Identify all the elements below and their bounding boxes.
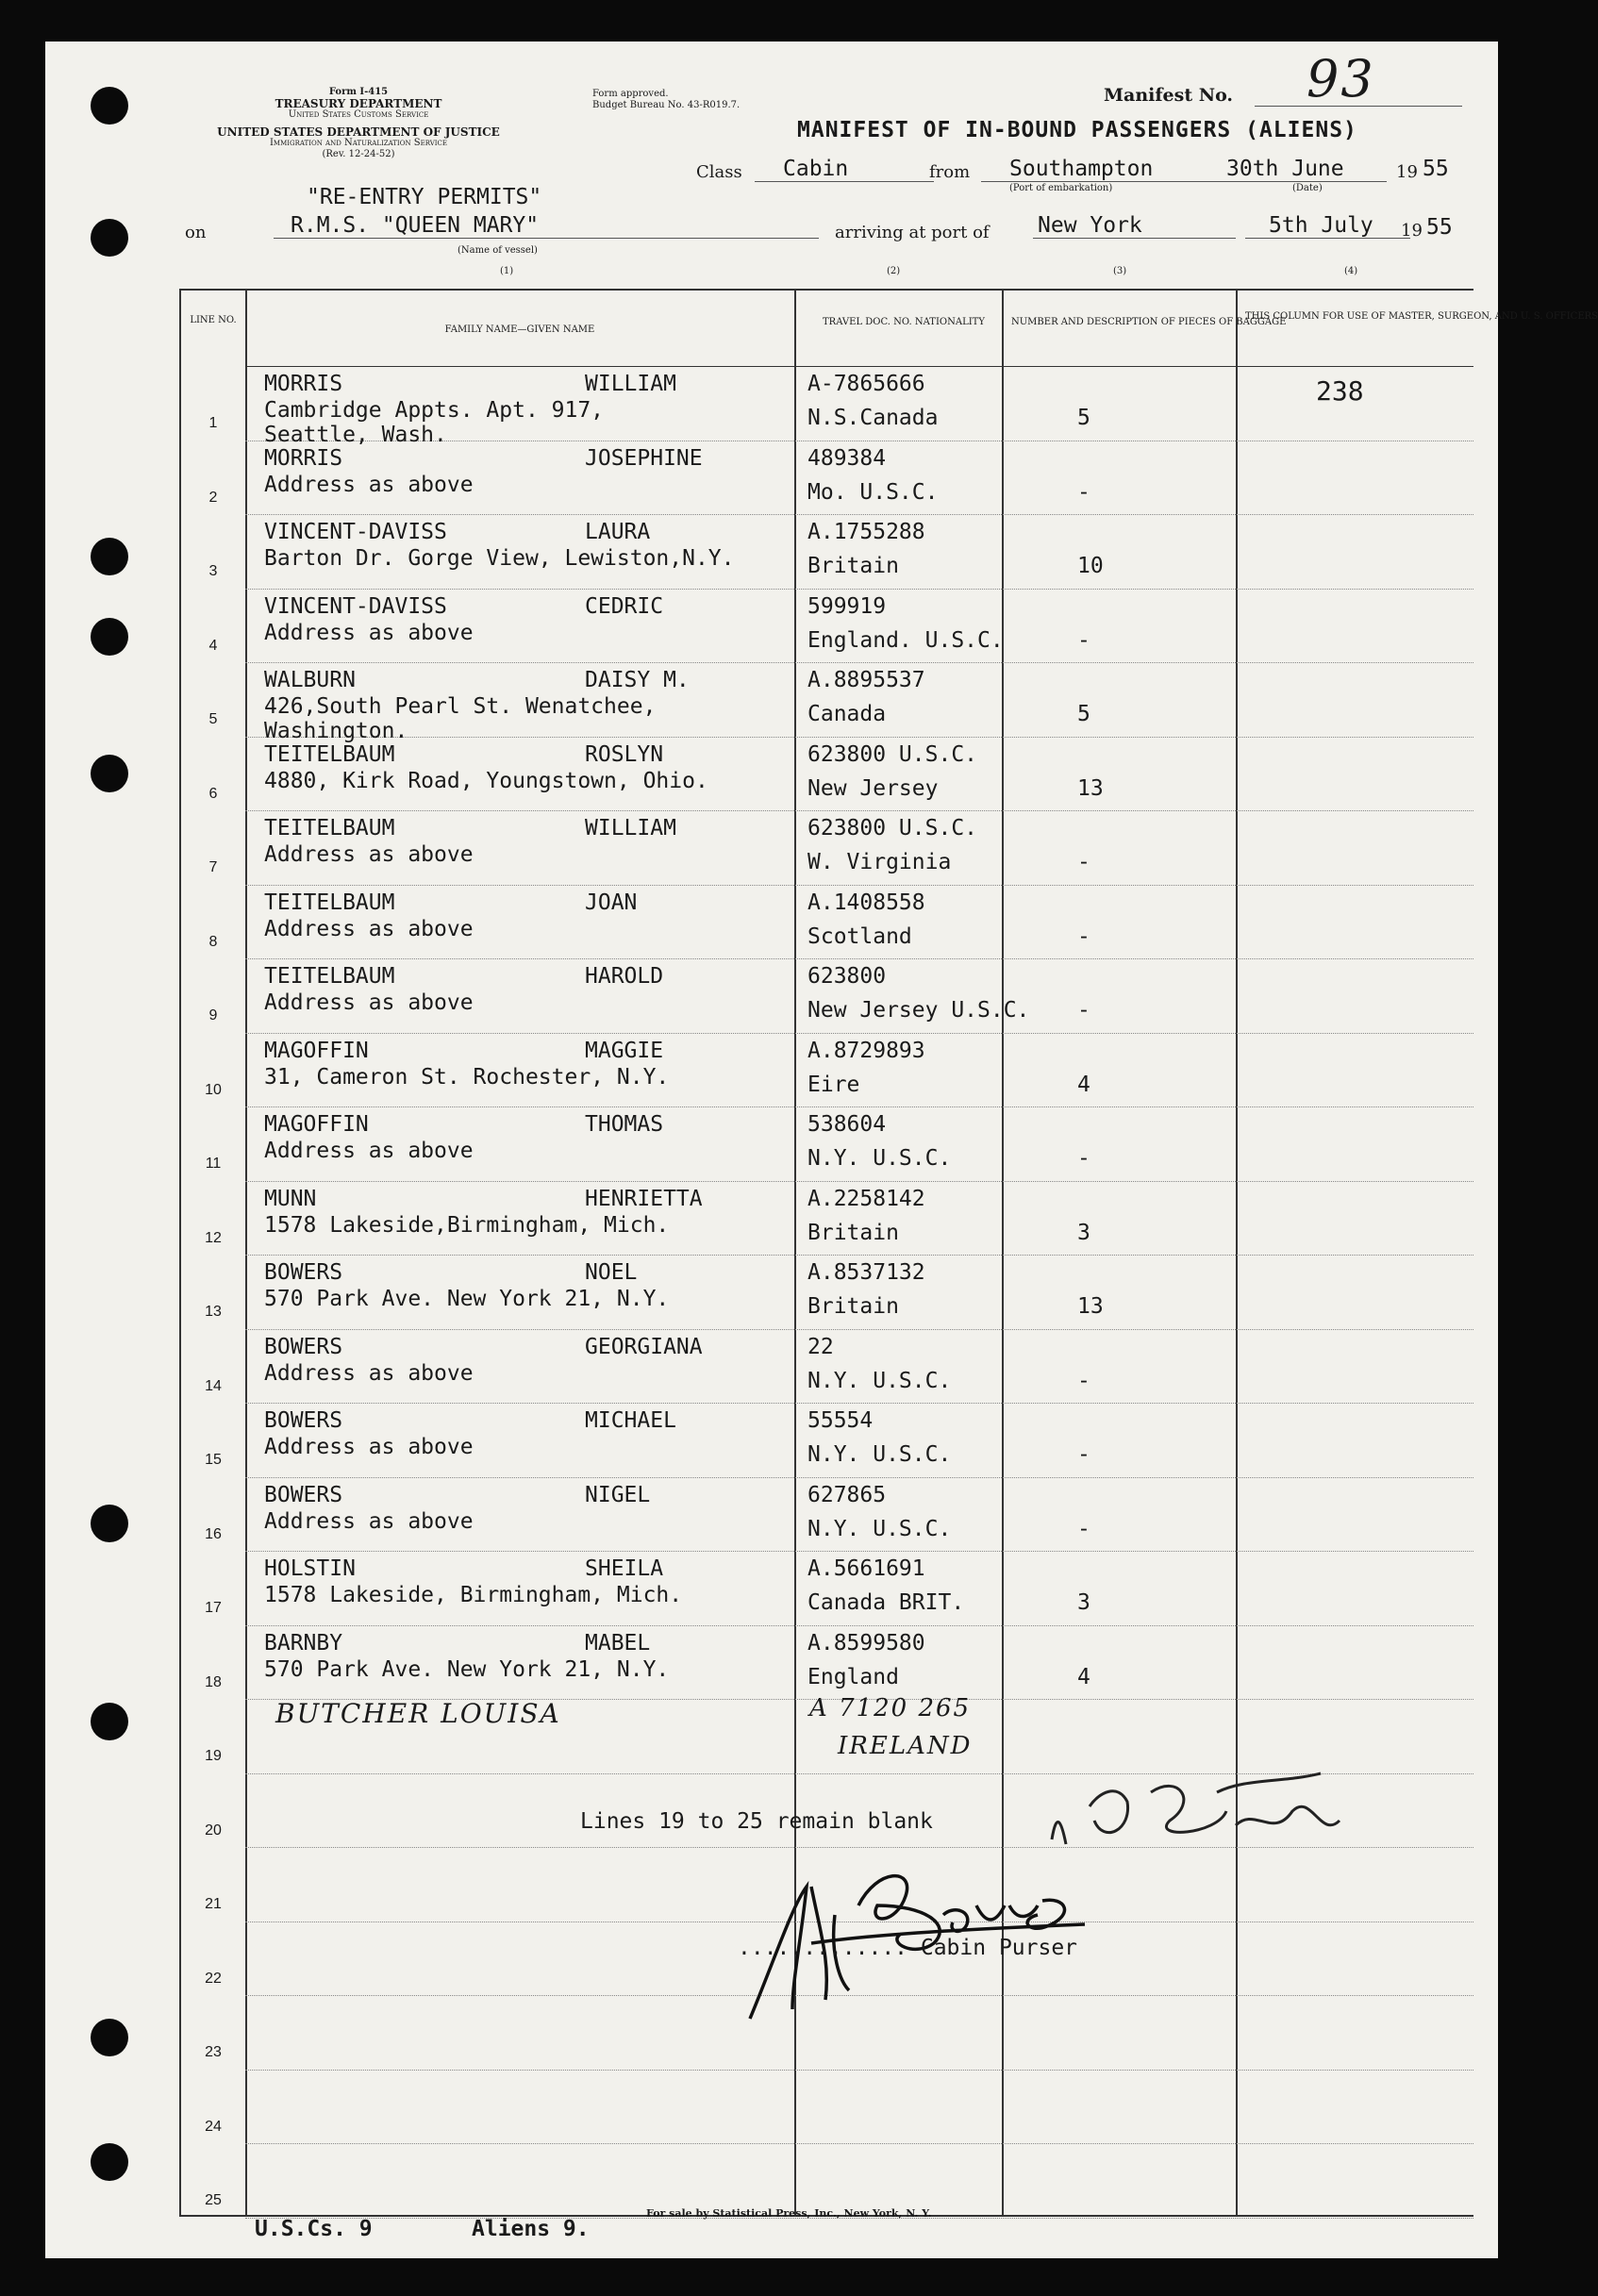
address-line-1: Address as above <box>264 916 474 941</box>
given-name: JOSEPHINE <box>585 445 703 471</box>
year-prefix: 19 <box>1396 162 1418 182</box>
address-line-1: 426,South Pearl St. Wenatchee, <box>264 694 657 719</box>
nationality: N.Y. U.S.C. <box>807 1442 952 1467</box>
family-name: MAGOFFIN <box>264 1038 369 1063</box>
line-number: 17 <box>205 1600 222 1616</box>
arrival-year-suffix: 55 <box>1426 215 1453 240</box>
nationality: Eire <box>807 1072 860 1097</box>
row-separator <box>245 662 1473 663</box>
given-name: THOMAS <box>585 1112 664 1137</box>
nationality: N.Y. U.S.C. <box>807 1516 952 1541</box>
row-separator <box>245 589 1473 590</box>
row-separator <box>245 1033 1473 1034</box>
treasury-label: TREASURY DEPARTMENT <box>275 97 442 110</box>
year-suffix: 55 <box>1423 157 1449 181</box>
line-number: 21 <box>205 1896 222 1912</box>
line-number: 23 <box>205 2044 222 2060</box>
vessel-name: R.M.S. "QUEEN MARY" <box>274 213 819 239</box>
line-number: 24 <box>205 2118 222 2135</box>
family-name: BOWERS <box>264 1334 343 1359</box>
col-marker-4: (4) <box>1344 266 1358 276</box>
officers-note: 238 <box>1316 375 1364 407</box>
row-separator <box>245 1106 1473 1107</box>
line-number: 25 <box>205 2192 222 2208</box>
line-number: 11 <box>205 1156 222 1172</box>
nationality: N.S.Canada <box>807 406 939 430</box>
family-name: HOLSTIN <box>264 1556 356 1581</box>
travel-doc-number: A.8537132 <box>807 1260 925 1285</box>
line-number: 20 <box>205 1822 222 1838</box>
punch-hole <box>91 618 128 656</box>
row-separator <box>245 1255 1473 1256</box>
col-header-officers: THIS COLUMN FOR USE OF MASTER, SURGEON, AND U. S. OFFICERS <box>1245 311 1598 322</box>
baggage-count: 4 <box>1077 1664 1090 1689</box>
given-name: MICHAEL <box>585 1408 676 1433</box>
line-number: 14 <box>205 1377 222 1394</box>
given-name: HENRIETTA <box>585 1186 703 1211</box>
family-name: BOWERS <box>264 1482 343 1507</box>
punch-hole <box>91 1505 128 1542</box>
travel-doc-number: A.1755288 <box>807 520 925 544</box>
address-line-1: Address as above <box>264 1360 474 1386</box>
address-line-1: Address as above <box>264 990 474 1015</box>
family-name: VINCENT-DAVISS <box>264 520 447 544</box>
given-name: MABEL <box>585 1630 651 1655</box>
blank-note: Lines 19 to 25 remain blank <box>580 1809 933 1834</box>
line-number: 13 <box>205 1304 222 1320</box>
line-number: 15 <box>205 1452 222 1468</box>
travel-doc-number: 489384 <box>807 445 887 471</box>
from-label: from <box>929 162 971 182</box>
row-separator <box>245 1477 1473 1478</box>
baggage-count: - <box>1077 850 1090 874</box>
baggage-count: - <box>1077 998 1090 1023</box>
approved-label: Form approved. <box>592 89 669 99</box>
nationality: Scotland <box>807 923 912 949</box>
baggage-count: - <box>1077 1368 1090 1393</box>
family-name: TEITELBAUM <box>264 741 395 767</box>
row-separator <box>245 1329 1473 1330</box>
nationality: England <box>807 1664 899 1689</box>
given-name: SHEILA <box>585 1556 664 1581</box>
nationality: New Jersey U.S.C. <box>807 998 1030 1023</box>
travel-doc-number: A.8599580 <box>807 1630 925 1655</box>
line-number: 16 <box>205 1525 222 1542</box>
address-line-1: Address as above <box>264 1139 474 1163</box>
family-name: BOWERS <box>264 1260 343 1285</box>
page-title: MANIFEST OF IN-BOUND PASSENGERS (ALIENS) <box>797 118 1357 142</box>
address-line-1: 31, Cameron St. Rochester, N.Y. <box>264 1064 670 1090</box>
nationality: Britain <box>807 1294 899 1319</box>
row-separator <box>245 1625 1473 1626</box>
nationality: Canada <box>807 702 887 726</box>
line-number: 6 <box>208 785 218 802</box>
baggage-count: 5 <box>1077 702 1090 726</box>
punch-hole <box>91 755 128 792</box>
printer-note: For sale by Statistical Press, Inc., New York, N. Y. <box>646 2207 932 2220</box>
handwritten-doc: A 7120 265 <box>809 1694 972 1722</box>
class-value: Cabin <box>755 157 934 182</box>
row-separator <box>245 514 1473 515</box>
arrival-date: 5th July <box>1245 213 1410 239</box>
given-name: HAROLD <box>585 964 664 989</box>
given-name: WILLIAM <box>585 372 676 396</box>
given-name: NIGEL <box>585 1482 651 1507</box>
given-name: DAISY M. <box>585 668 690 692</box>
line-number: 18 <box>205 1673 222 1690</box>
line-number: 1 <box>208 415 218 431</box>
handwritten-nationality: IRELAND <box>838 1732 973 1760</box>
col-marker-2: (2) <box>887 266 901 276</box>
punch-hole <box>91 2143 128 2181</box>
nationality: N.Y. U.S.C. <box>807 1146 952 1171</box>
reentry-label: "RE-ENTRY PERMITS" <box>307 185 542 209</box>
given-name: WILLIAM <box>585 816 676 840</box>
travel-doc-number: A-7865666 <box>807 372 925 396</box>
line-number: 5 <box>208 711 218 727</box>
row-separator <box>245 2143 1473 2144</box>
baggage-count: 10 <box>1077 554 1104 578</box>
nationality: W. Virginia <box>807 850 952 874</box>
baggage-count: - <box>1077 479 1090 505</box>
col-header-travel: TRAVEL DOC. NO. NATIONALITY <box>823 317 985 327</box>
aliens-count: Aliens 9. <box>472 2217 590 2241</box>
given-name: GEORGIANA <box>585 1334 703 1359</box>
address-line-1: 1578 Lakeside, Birmingham, Mich. <box>264 1583 683 1607</box>
line-number: 4 <box>208 637 218 654</box>
row-separator <box>245 810 1473 811</box>
arrival-year-prefix: 19 <box>1401 221 1423 241</box>
given-name: ROSLYN <box>585 741 664 767</box>
row-separator <box>245 958 1473 959</box>
manifest-number: 93 <box>1307 49 1375 108</box>
family-name: TEITELBAUM <box>264 816 395 840</box>
handwritten-name: BUTCHER LOUISA <box>275 1698 561 1729</box>
line-number: 8 <box>208 933 218 950</box>
date-caption: (Date) <box>1292 183 1323 193</box>
travel-doc-number: A.2258142 <box>807 1186 925 1211</box>
arriving-label: arriving at port of <box>835 223 990 242</box>
address-line-1: Address as above <box>264 1435 474 1459</box>
line-number: 2 <box>208 489 218 506</box>
justice-label: UNITED STATES DEPARTMENT OF JUSTICE <box>217 125 500 139</box>
baggage-count: 13 <box>1077 775 1104 801</box>
row-separator <box>245 1551 1473 1552</box>
form-number: Form I-415 <box>328 87 389 97</box>
baggage-count: 3 <box>1077 1590 1090 1615</box>
line-number: 12 <box>205 1229 222 1246</box>
line-number: 3 <box>208 563 218 579</box>
nationality: Britain <box>807 554 899 578</box>
travel-doc-number: A.8895537 <box>807 668 925 692</box>
address-line-1: Address as above <box>264 1508 474 1534</box>
travel-doc-number: 623800 U.S.C. <box>807 741 978 767</box>
baggage-count: - <box>1077 1442 1090 1467</box>
travel-doc-number: A.8729893 <box>807 1038 925 1063</box>
given-name: JOAN <box>585 890 638 915</box>
punch-hole <box>91 538 128 575</box>
travel-doc-number: 627865 <box>807 1482 887 1507</box>
line-number: 10 <box>205 1081 222 1098</box>
family-name: BOWERS <box>264 1408 343 1433</box>
baggage-count: 3 <box>1077 1220 1090 1245</box>
col-header-baggage: NUMBER AND DESCRIPTION OF PIECES OF BAGGAGE <box>1011 317 1287 327</box>
baggage-count: - <box>1077 923 1090 949</box>
row-separator <box>245 2070 1473 2071</box>
address-line-1: 4880, Kirk Road, Youngstown, Ohio. <box>264 768 708 793</box>
travel-doc-number: 623800 U.S.C. <box>807 816 978 840</box>
nationality: Mo. U.S.C. <box>807 479 939 505</box>
family-name: MUNN <box>264 1186 317 1211</box>
family-name: MORRIS <box>264 445 343 471</box>
baggage-count: 13 <box>1077 1294 1104 1319</box>
given-name: LAURA <box>585 520 651 544</box>
address-line-1: Address as above <box>264 842 474 867</box>
given-name: CEDRIC <box>585 593 664 619</box>
punch-hole <box>91 87 128 125</box>
immigration-label: Immigration and Naturalization Service <box>269 138 448 148</box>
embark-date: 30th June <box>1226 157 1387 182</box>
arrival-port: New York <box>1033 213 1236 239</box>
punch-hole <box>91 1703 128 1740</box>
budget-label: Budget Bureau No. 43-R019.7. <box>592 100 741 110</box>
baggage-count: - <box>1077 1516 1090 1541</box>
family-name: TEITELBAUM <box>264 890 395 915</box>
uscs-count: U.S.Cs. 9 <box>255 2217 373 2241</box>
travel-doc-number: A.1408558 <box>807 890 925 915</box>
address-line-1: 570 Park Ave. New York 21, N.Y. <box>264 1287 670 1311</box>
row-separator <box>245 1403 1473 1404</box>
line-number: 9 <box>208 1007 218 1023</box>
row-separator <box>245 737 1473 738</box>
address-line-1: 570 Park Ave. New York 21, N.Y. <box>264 1656 670 1682</box>
address-line-2: Washington. <box>264 719 408 743</box>
address-line-1: Address as above <box>264 472 474 497</box>
form-agency-block <box>179 87 538 160</box>
punch-hole <box>91 2019 128 2056</box>
nationality: England. U.S.C. <box>807 627 1004 653</box>
line-number: 19 <box>205 1748 222 1764</box>
family-name: TEITELBAUM <box>264 964 395 989</box>
nationality: Canada BRIT. <box>807 1590 965 1615</box>
given-name: MAGGIE <box>585 1038 664 1063</box>
address-line-2: Seattle, Wash. <box>264 423 447 447</box>
line-number: 7 <box>208 859 218 875</box>
purser-line: ............. Cabin Purser <box>738 1936 1078 1960</box>
travel-doc-number: A.5661691 <box>807 1556 925 1581</box>
baggage-count: - <box>1077 1146 1090 1171</box>
baggage-count: - <box>1077 627 1090 653</box>
punch-hole <box>91 219 128 257</box>
port-of-embarkation: Southampton <box>981 157 1236 182</box>
customs-label: United States Customs Service <box>288 109 429 120</box>
nationality: Britain <box>807 1220 899 1245</box>
revision-label: (Rev. 12-24-52) <box>322 149 395 159</box>
family-name: BARNBY <box>264 1630 343 1655</box>
line-number: 22 <box>205 1970 222 1987</box>
vessel-caption: (Name of vessel) <box>458 245 538 256</box>
travel-doc-number: 22 <box>807 1334 834 1359</box>
family-name: MORRIS <box>264 372 343 396</box>
manifest-label: Manifest No. <box>1104 85 1234 106</box>
family-name: WALBURN <box>264 668 356 692</box>
baggage-count: 5 <box>1077 406 1090 430</box>
col-header-name: FAMILY NAME—GIVEN NAME <box>444 324 595 335</box>
travel-doc-number: 55554 <box>807 1408 874 1433</box>
approval-block <box>592 89 740 111</box>
on-label: on <box>185 223 207 242</box>
travel-doc-number: 599919 <box>807 593 887 619</box>
address-line-1: Cambridge Appts. Apt. 917, <box>264 398 605 423</box>
col-marker-3: (3) <box>1113 266 1127 276</box>
nationality: New Jersey <box>807 775 939 801</box>
col-marker-1: (1) <box>500 266 514 276</box>
family-name: MAGOFFIN <box>264 1112 369 1137</box>
address-line-1: Barton Dr. Gorge View, Lewiston,N.Y. <box>264 546 735 571</box>
given-name: NOEL <box>585 1260 638 1285</box>
nationality: N.Y. U.S.C. <box>807 1368 952 1393</box>
class-label: Class <box>696 162 742 182</box>
address-line-1: Address as above <box>264 620 474 645</box>
baggage-count: 4 <box>1077 1072 1090 1097</box>
travel-doc-number: 623800 <box>807 964 887 989</box>
family-name: VINCENT-DAVISS <box>264 593 447 619</box>
travel-doc-number: 538604 <box>807 1112 887 1137</box>
col-header-line: LINE NO. <box>190 315 237 325</box>
row-separator <box>245 885 1473 886</box>
port-caption: (Port of embarkation) <box>1009 183 1113 193</box>
row-separator <box>245 1181 1473 1182</box>
address-line-1: 1578 Lakeside,Birmingham, Mich. <box>264 1212 670 1238</box>
